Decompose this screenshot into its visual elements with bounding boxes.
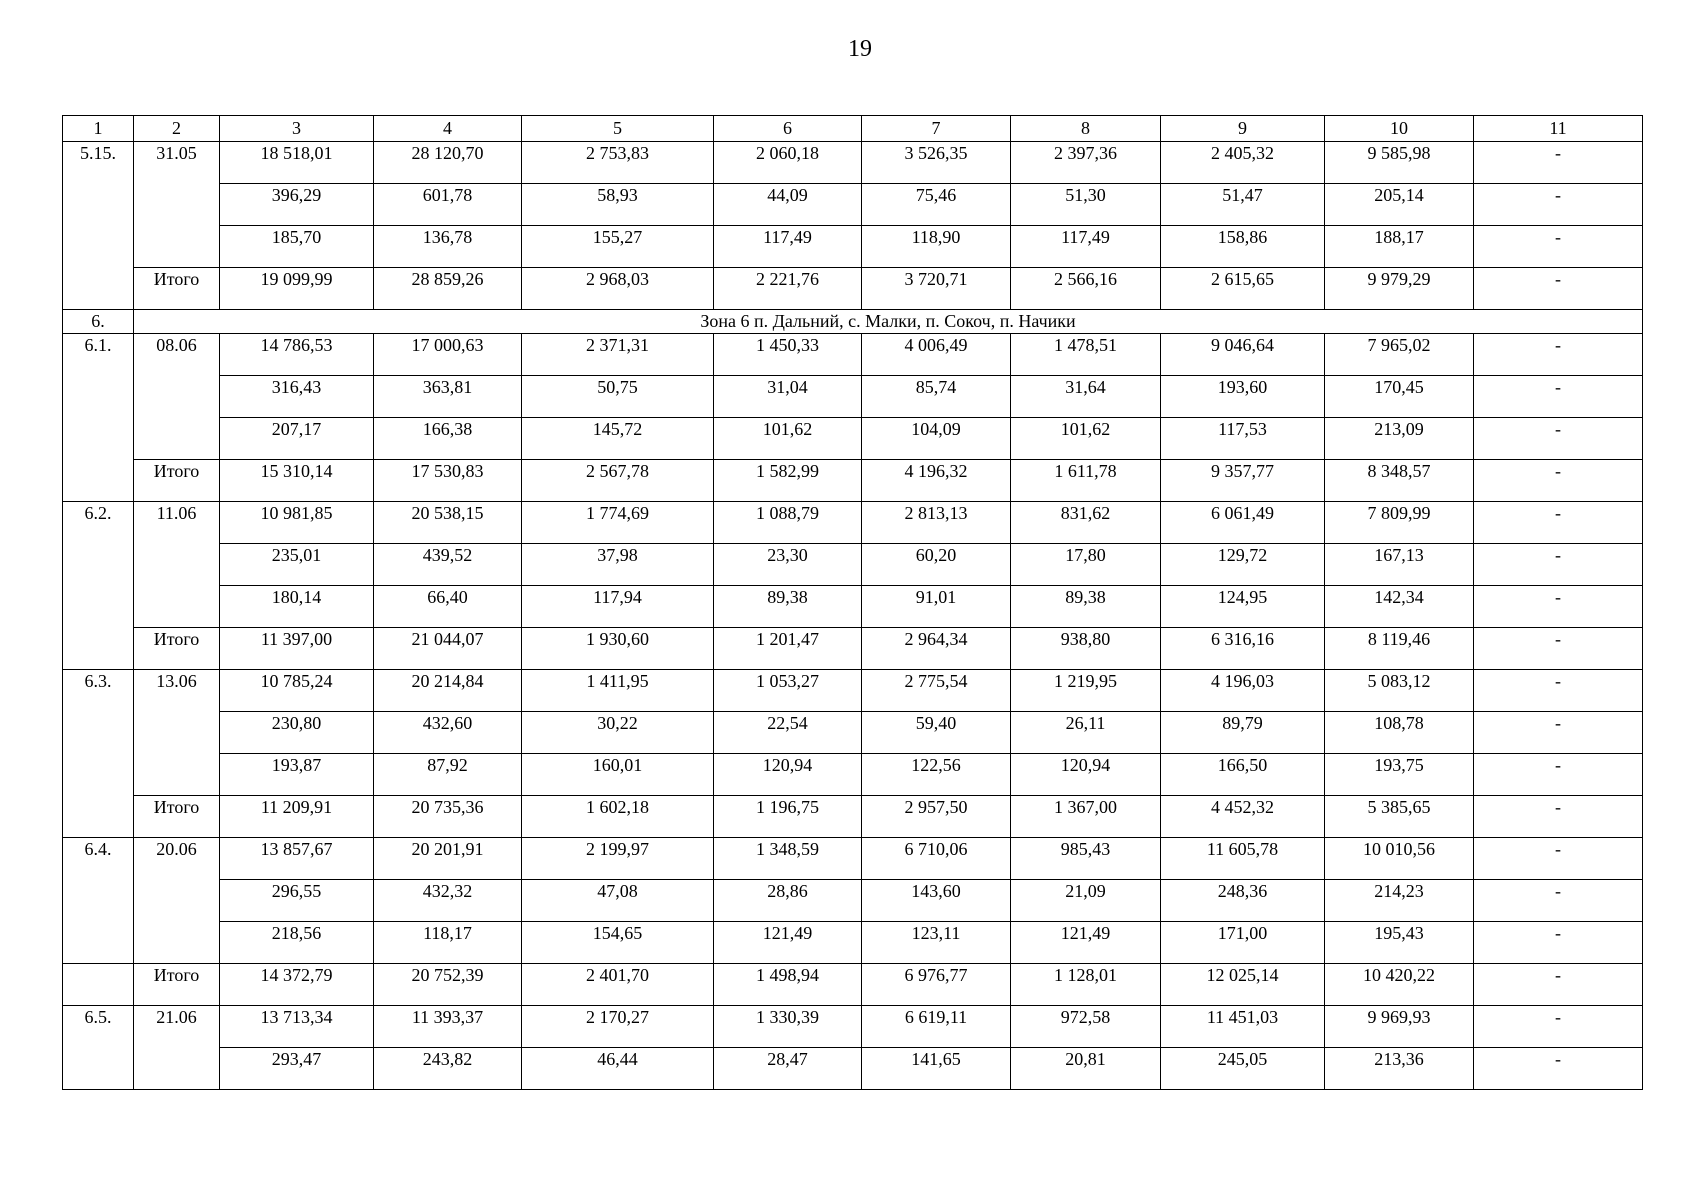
table-cell: 9 046,64 — [1161, 334, 1325, 376]
table-cell: 245,05 — [1161, 1048, 1325, 1090]
table-cell: 2 753,83 — [522, 142, 714, 184]
row-number: 5.15. — [63, 142, 134, 310]
table-cell: 121,49 — [714, 922, 862, 964]
total-label: Итого — [134, 964, 220, 1006]
header-cell: 1 — [63, 116, 134, 142]
total-cell: - — [1474, 460, 1643, 502]
table-cell: 28 120,70 — [374, 142, 522, 184]
table-cell: 117,53 — [1161, 418, 1325, 460]
table-cell: - — [1474, 670, 1643, 712]
empty-cell — [63, 964, 134, 1006]
table-cell: 122,56 — [862, 754, 1011, 796]
table-cell: 51,47 — [1161, 184, 1325, 226]
row-number: 6.3. — [63, 670, 134, 838]
total-cell: 19 099,99 — [220, 268, 374, 310]
table-cell: 31,64 — [1011, 376, 1161, 418]
total-row — [63, 964, 1643, 1006]
table-cell: 2 405,32 — [1161, 142, 1325, 184]
total-cell: - — [1474, 268, 1643, 310]
table-cell: 89,38 — [714, 586, 862, 628]
total-cell: 9 357,77 — [1161, 460, 1325, 502]
table-cell: 28,86 — [714, 880, 862, 922]
total-cell: 1 611,78 — [1011, 460, 1161, 502]
zone-row — [63, 310, 1643, 334]
table-cell: 7 809,99 — [1325, 502, 1474, 544]
header-cell: 2 — [134, 116, 220, 142]
header-cell: 10 — [1325, 116, 1474, 142]
total-cell: 2 615,65 — [1161, 268, 1325, 310]
table-cell: 2 170,27 — [522, 1006, 714, 1048]
total-cell: 8 119,46 — [1325, 628, 1474, 670]
table-cell: 6 710,06 — [862, 838, 1011, 880]
table-cell: 160,01 — [522, 754, 714, 796]
total-cell: 21 044,07 — [374, 628, 522, 670]
table-cell: 831,62 — [1011, 502, 1161, 544]
table-cell: 18 518,01 — [220, 142, 374, 184]
total-label: Итого — [134, 268, 220, 310]
table-cell: 1 348,59 — [714, 838, 862, 880]
total-cell: 2 566,16 — [1011, 268, 1161, 310]
table-cell: 1 450,33 — [714, 334, 862, 376]
date-cell: 08.06 — [134, 334, 220, 460]
table-cell: - — [1474, 544, 1643, 586]
table-cell: 166,50 — [1161, 754, 1325, 796]
table-cell: 20 201,91 — [374, 838, 522, 880]
header-cell: 5 — [522, 116, 714, 142]
total-label: Итого — [134, 628, 220, 670]
table-cell: 66,40 — [374, 586, 522, 628]
total-cell: - — [1474, 628, 1643, 670]
zone-title: Зона 6 п. Дальний, с. Малки, п. Сокоч, п. Начики — [134, 310, 1643, 334]
total-cell: 15 310,14 — [220, 460, 374, 502]
table-cell: 214,23 — [1325, 880, 1474, 922]
table-row — [63, 334, 1643, 376]
total-row — [63, 268, 1643, 310]
table-cell: 9 969,93 — [1325, 1006, 1474, 1048]
total-row — [63, 460, 1643, 502]
table-cell: 432,60 — [374, 712, 522, 754]
total-cell: 2 221,76 — [714, 268, 862, 310]
total-cell: 1 582,99 — [714, 460, 862, 502]
table-cell: - — [1474, 712, 1643, 754]
table-cell: - — [1474, 502, 1643, 544]
table-cell: 59,40 — [862, 712, 1011, 754]
table-cell: - — [1474, 1006, 1643, 1048]
table-cell: 9 585,98 — [1325, 142, 1474, 184]
table-cell: 120,94 — [1011, 754, 1161, 796]
total-cell: 1 196,75 — [714, 796, 862, 838]
table-row — [63, 1048, 1643, 1090]
date-cell: 21.06 — [134, 1006, 220, 1090]
date-cell: 13.06 — [134, 670, 220, 796]
date-cell: 31.05 — [134, 142, 220, 268]
total-cell: 10 420,22 — [1325, 964, 1474, 1006]
table-cell: 47,08 — [522, 880, 714, 922]
date-cell: 11.06 — [134, 502, 220, 628]
table-cell: 123,11 — [862, 922, 1011, 964]
table-cell: 207,17 — [220, 418, 374, 460]
total-cell: 4 452,32 — [1161, 796, 1325, 838]
table-cell: 91,01 — [862, 586, 1011, 628]
header-row — [63, 116, 1643, 142]
total-cell: 2 567,78 — [522, 460, 714, 502]
total-cell: 1 930,60 — [522, 628, 714, 670]
total-cell: 1 367,00 — [1011, 796, 1161, 838]
table-cell: 89,79 — [1161, 712, 1325, 754]
row-number: 6.4. — [63, 838, 134, 964]
table-cell: 20 214,84 — [374, 670, 522, 712]
table-cell: 293,47 — [220, 1048, 374, 1090]
total-cell: - — [1474, 964, 1643, 1006]
table-cell: 171,00 — [1161, 922, 1325, 964]
table-cell: 124,95 — [1161, 586, 1325, 628]
header-cell: 7 — [862, 116, 1011, 142]
table-cell: 136,78 — [374, 226, 522, 268]
table-cell: 22,54 — [714, 712, 862, 754]
total-label: Итого — [134, 460, 220, 502]
table-row — [63, 418, 1643, 460]
table-cell: 1 088,79 — [714, 502, 862, 544]
header-cell: 9 — [1161, 116, 1325, 142]
table-cell: 13 713,34 — [220, 1006, 374, 1048]
row-number: 6.2. — [63, 502, 134, 670]
table-cell: - — [1474, 586, 1643, 628]
total-cell: 6 316,16 — [1161, 628, 1325, 670]
table-cell: 26,11 — [1011, 712, 1161, 754]
table-cell: 205,14 — [1325, 184, 1474, 226]
table-cell: 6 619,11 — [862, 1006, 1011, 1048]
table-cell: 13 857,67 — [220, 838, 374, 880]
total-cell: 1 201,47 — [714, 628, 862, 670]
total-cell: 20 752,39 — [374, 964, 522, 1006]
table-cell: 118,90 — [862, 226, 1011, 268]
header-cell: 3 — [220, 116, 374, 142]
table-cell: - — [1474, 922, 1643, 964]
header-cell: 4 — [374, 116, 522, 142]
table-cell: 2 813,13 — [862, 502, 1011, 544]
table-cell: 3 526,35 — [862, 142, 1011, 184]
table-cell: 117,94 — [522, 586, 714, 628]
table-cell: 120,94 — [714, 754, 862, 796]
table-cell: 601,78 — [374, 184, 522, 226]
table-cell: 143,60 — [862, 880, 1011, 922]
data-table — [62, 115, 1643, 1090]
table-cell: 58,93 — [522, 184, 714, 226]
table-row — [63, 670, 1643, 712]
table-cell: 51,30 — [1011, 184, 1161, 226]
table-row — [63, 502, 1643, 544]
table-cell: 316,43 — [220, 376, 374, 418]
table-row — [63, 142, 1643, 184]
table-cell: 155,27 — [522, 226, 714, 268]
total-cell: - — [1474, 796, 1643, 838]
table-cell: 218,56 — [220, 922, 374, 964]
table-cell: - — [1474, 418, 1643, 460]
table-cell: 2 397,36 — [1011, 142, 1161, 184]
table-cell: 28,47 — [714, 1048, 862, 1090]
total-cell: 11 397,00 — [220, 628, 374, 670]
table-cell: 439,52 — [374, 544, 522, 586]
table-cell: 17,80 — [1011, 544, 1161, 586]
table-cell: 188,17 — [1325, 226, 1474, 268]
table-cell: 213,09 — [1325, 418, 1474, 460]
table-cell: 11 451,03 — [1161, 1006, 1325, 1048]
total-cell: 17 530,83 — [374, 460, 522, 502]
total-cell: 6 976,77 — [862, 964, 1011, 1006]
table-row — [63, 586, 1643, 628]
table-cell: 10 010,56 — [1325, 838, 1474, 880]
date-cell: 20.06 — [134, 838, 220, 964]
total-label: Итого — [134, 796, 220, 838]
table-cell: 985,43 — [1011, 838, 1161, 880]
table-row — [63, 922, 1643, 964]
table-cell: 20 538,15 — [374, 502, 522, 544]
table-cell: 235,01 — [220, 544, 374, 586]
page-number: 19 — [848, 36, 872, 62]
table-cell: 185,70 — [220, 226, 374, 268]
total-row — [63, 796, 1643, 838]
total-cell: 14 372,79 — [220, 964, 374, 1006]
table-cell: - — [1474, 334, 1643, 376]
table-cell: - — [1474, 226, 1643, 268]
table-cell: 142,34 — [1325, 586, 1474, 628]
table-cell: 432,32 — [374, 880, 522, 922]
header-cell: 6 — [714, 116, 862, 142]
table-cell: 104,09 — [862, 418, 1011, 460]
table-cell: 4 006,49 — [862, 334, 1011, 376]
table-cell: - — [1474, 838, 1643, 880]
total-cell: 938,80 — [1011, 628, 1161, 670]
zone-number: 6. — [63, 310, 134, 334]
table-cell: 117,49 — [714, 226, 862, 268]
table-cell: 89,38 — [1011, 586, 1161, 628]
table-cell: 21,09 — [1011, 880, 1161, 922]
total-cell: 1 602,18 — [522, 796, 714, 838]
table-cell: 1 330,39 — [714, 1006, 862, 1048]
row-number: 6.1. — [63, 334, 134, 502]
table-row — [63, 712, 1643, 754]
total-cell: 20 735,36 — [374, 796, 522, 838]
table-cell: - — [1474, 1048, 1643, 1090]
table-cell: 4 196,03 — [1161, 670, 1325, 712]
table-cell: 248,36 — [1161, 880, 1325, 922]
table-cell: 1 774,69 — [522, 502, 714, 544]
header-cell: 8 — [1011, 116, 1161, 142]
total-cell: 4 196,32 — [862, 460, 1011, 502]
table-cell: 167,13 — [1325, 544, 1474, 586]
table-cell: 17 000,63 — [374, 334, 522, 376]
table-cell: 14 786,53 — [220, 334, 374, 376]
table-cell: 230,80 — [220, 712, 374, 754]
table-cell: - — [1474, 754, 1643, 796]
total-cell: 9 979,29 — [1325, 268, 1474, 310]
table-cell: 1 411,95 — [522, 670, 714, 712]
table-cell: - — [1474, 184, 1643, 226]
table-cell: 108,78 — [1325, 712, 1474, 754]
table-cell: 193,60 — [1161, 376, 1325, 418]
total-row — [63, 628, 1643, 670]
total-cell: 5 385,65 — [1325, 796, 1474, 838]
table-cell: - — [1474, 880, 1643, 922]
table-cell: 10 981,85 — [220, 502, 374, 544]
table-cell: 180,14 — [220, 586, 374, 628]
total-cell: 28 859,26 — [374, 268, 522, 310]
table-cell: 195,43 — [1325, 922, 1474, 964]
header-cell: 11 — [1474, 116, 1643, 142]
table-cell: 30,22 — [522, 712, 714, 754]
table-cell: 129,72 — [1161, 544, 1325, 586]
table-cell: 2 775,54 — [862, 670, 1011, 712]
table-cell: 101,62 — [714, 418, 862, 460]
table-cell: 11 393,37 — [374, 1006, 522, 1048]
table-cell: 101,62 — [1011, 418, 1161, 460]
table-cell: 31,04 — [714, 376, 862, 418]
table-cell: 972,58 — [1011, 1006, 1161, 1048]
table-cell: 296,55 — [220, 880, 374, 922]
table-cell: 37,98 — [522, 544, 714, 586]
table-row — [63, 544, 1643, 586]
table-row — [63, 754, 1643, 796]
total-cell: 2 401,70 — [522, 964, 714, 1006]
total-cell: 2 968,03 — [522, 268, 714, 310]
table-cell: 141,65 — [862, 1048, 1011, 1090]
table-cell: 363,81 — [374, 376, 522, 418]
table-row — [63, 838, 1643, 880]
total-cell: 12 025,14 — [1161, 964, 1325, 1006]
table-cell: 46,44 — [522, 1048, 714, 1090]
table-row — [63, 376, 1643, 418]
table-cell: 193,87 — [220, 754, 374, 796]
table-cell: 117,49 — [1011, 226, 1161, 268]
table-cell: 2 060,18 — [714, 142, 862, 184]
table-cell: 60,20 — [862, 544, 1011, 586]
table-cell: 85,74 — [862, 376, 1011, 418]
table-cell: 1 219,95 — [1011, 670, 1161, 712]
table-cell: 243,82 — [374, 1048, 522, 1090]
total-cell: 2 957,50 — [862, 796, 1011, 838]
table-row — [63, 184, 1643, 226]
table-cell: 50,75 — [522, 376, 714, 418]
table-cell: 213,36 — [1325, 1048, 1474, 1090]
table-row — [63, 226, 1643, 268]
table-cell: 6 061,49 — [1161, 502, 1325, 544]
table-cell: 11 605,78 — [1161, 838, 1325, 880]
table-cell: 7 965,02 — [1325, 334, 1474, 376]
table-cell: 23,30 — [714, 544, 862, 586]
table-cell: 10 785,24 — [220, 670, 374, 712]
total-cell: 1 498,94 — [714, 964, 862, 1006]
table-cell: 87,92 — [374, 754, 522, 796]
total-cell: 3 720,71 — [862, 268, 1011, 310]
total-cell: 2 964,34 — [862, 628, 1011, 670]
table-cell: 396,29 — [220, 184, 374, 226]
table-cell: 20,81 — [1011, 1048, 1161, 1090]
table-cell: 2 199,97 — [522, 838, 714, 880]
table-cell: 121,49 — [1011, 922, 1161, 964]
table-cell: 166,38 — [374, 418, 522, 460]
table-cell: 158,86 — [1161, 226, 1325, 268]
total-cell: 11 209,91 — [220, 796, 374, 838]
table-cell: - — [1474, 142, 1643, 184]
total-cell: 1 128,01 — [1011, 964, 1161, 1006]
table-cell: 75,46 — [862, 184, 1011, 226]
table-cell: 145,72 — [522, 418, 714, 460]
row-number: 6.5. — [63, 1006, 134, 1090]
table-cell: 193,75 — [1325, 754, 1474, 796]
table-cell: 170,45 — [1325, 376, 1474, 418]
table-cell: 2 371,31 — [522, 334, 714, 376]
table-cell: 5 083,12 — [1325, 670, 1474, 712]
table-cell: 154,65 — [522, 922, 714, 964]
table-cell: 118,17 — [374, 922, 522, 964]
total-cell: 8 348,57 — [1325, 460, 1474, 502]
table-cell: 1 478,51 — [1011, 334, 1161, 376]
table-cell: 44,09 — [714, 184, 862, 226]
table-cell: 1 053,27 — [714, 670, 862, 712]
table-cell: - — [1474, 376, 1643, 418]
table-row — [63, 1006, 1643, 1048]
table-row — [63, 880, 1643, 922]
